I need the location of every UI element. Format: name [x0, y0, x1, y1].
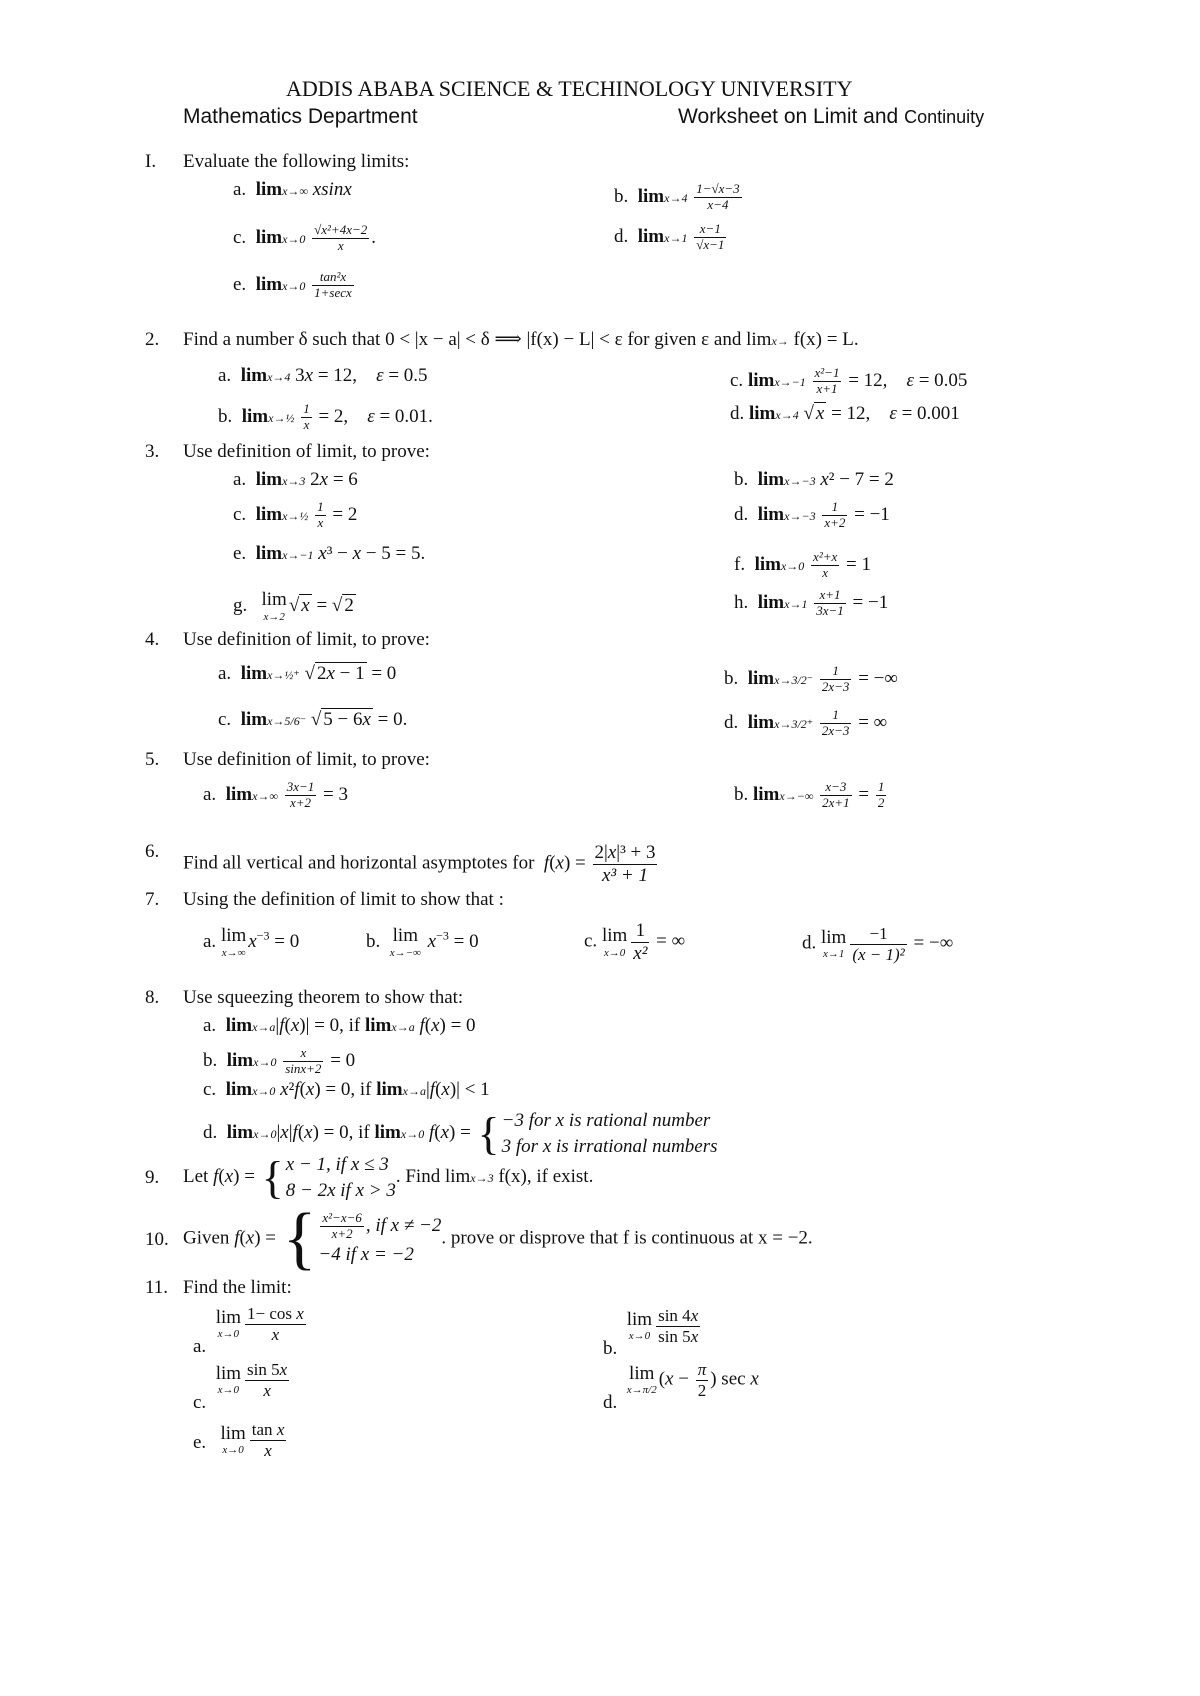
- q3-c: c. limx→½ $\frac{1}{x}$ = 2: [233, 499, 358, 530]
- q6-number: 6.: [145, 841, 160, 862]
- q3-e: e. limx→−1 x³ − x − 5 = 5.: [233, 543, 426, 564]
- q8-a: a. limx→a|f(x)| = 0, if limx→a f(x) = 0: [203, 1015, 476, 1036]
- q2-d: d. limx→4 √ x = 12, ε = 0.001: [730, 403, 960, 424]
- q7-a: a. lim x→∞ $x^{-3} = 0$: [203, 925, 300, 959]
- q7-b: b. lim x→−∞ $x^{-3} = 0$: [366, 925, 479, 959]
- q3-f: f. limx→0 $\frac{\text{x²+x}}{x}$ = 1: [734, 549, 871, 580]
- q4-number: 4.: [145, 629, 160, 650]
- q11-e: e. lim x→0 $\frac{\text{tan x}}{x}$: [193, 1420, 285, 1460]
- q4-d: d. limx→3/2⁺ $\frac{1}{2x-3}$ = ∞: [724, 707, 888, 738]
- q3-h: h. limx→1 $\frac{x+1}{3x-1}$ = −1: [734, 587, 889, 618]
- q1-d: d. limx→1 $\frac{x-1}{√x-1}$: [614, 221, 725, 252]
- q1-number: I.: [145, 151, 157, 172]
- department-label: Mathematics Department: [183, 105, 418, 128]
- q11-a: a. lim x→0 $\frac{\text{1− cos x}}{x}$: [193, 1304, 304, 1358]
- worksheet-title: Worksheet on Limit and Continuity: [678, 105, 985, 128]
- q8-d: d. limx→0|x|f(x) = 0, if limx→0 f(x) = { −3 for x is rational number 3 for x is irrational numbers: [203, 1107, 718, 1159]
- q3-number: 3.: [145, 441, 160, 462]
- q8-b: b. limx→0 $\frac{x}{\sin x+2}$ = 0: [203, 1045, 356, 1076]
- q7-c: c. lim x→0 $\frac{1}{\text{x²}}$ = ∞: [584, 920, 686, 964]
- q3-a: a. limx→3 2x = 6: [233, 469, 358, 490]
- q2-text: Find a number δ such that 0 < |x − a| < δ ⟹ |f(x) − L| < ε for given ε and limx→ f(x) = L.: [183, 329, 859, 350]
- q3-text: Use definition of limit, to prove:: [183, 441, 430, 462]
- q11-b: b. lim x→0 $\frac{\sin 4x}{\sin 5x}$: [603, 1306, 699, 1360]
- q4-text: Use definition of limit, to prove:: [183, 629, 430, 650]
- q7-text: Using the definition of limit to show that :: [183, 889, 504, 910]
- q1-text: Evaluate the following limits:: [183, 151, 410, 172]
- q8-c: c. limx→0 x²f(x) = 0, if limx→a|f(x)| < 1: [203, 1079, 490, 1100]
- q5-text: Use definition of limit, to prove:: [183, 749, 430, 770]
- q1-a: a. limx→∞ xsinx: [233, 179, 352, 200]
- q8-number: 8.: [145, 987, 160, 1008]
- q2-number: 2.: [145, 329, 160, 350]
- q5-a: a. limx→∞ $\frac{3x-1}{x+2}$ = 3: [203, 779, 348, 810]
- q2-c: c. limx→−1 $\frac{\text{x²−1}}{x+1}$ = 12, ε = 0.05: [730, 365, 968, 396]
- q1-b: b. limx→4 $\frac{1-√x-3}{x-4}$: [614, 181, 740, 212]
- q7-d: d. lim x→1 $\frac{-1}{\text{(x − 1)²}}$ = −∞: [802, 924, 954, 964]
- q9-number: 9.: [145, 1167, 160, 1188]
- q5-number: 5.: [145, 749, 160, 770]
- q9-text: Let f(x) = { x − 1, if x ≤ 3 8 − 2x if x > 3 . Find limx→3 f(x), if exist.: [183, 1151, 594, 1203]
- q1-c: c. limx→0 $\frac{\text{√x²+4x−2}}{x}$ .: [233, 222, 377, 253]
- q11-d: d. lim x→π/2 (x − $\frac{\pi}{2}$ ) sec x: [603, 1360, 759, 1414]
- university-title: ADDIS ABABA SCIENCE & TECHINOLOGY UNIVERSITY: [286, 76, 853, 101]
- q3-d: d. limx→−3 $\frac{1}{x+2}$ = −1: [734, 499, 890, 530]
- q6-text: Find all vertical and horizontal asymptotes for f(x) = $\frac{\text{2|x|³ + 3}}{\text{x³ + 1}}$: [183, 842, 656, 886]
- q4-b: b. limx→3/2⁻ $\frac{1}{2x-3}$ = −∞: [724, 663, 898, 694]
- q11-number: 11.: [145, 1277, 169, 1298]
- q7-number: 7.: [145, 889, 160, 910]
- q4-c: c. limx→5/6⁻ √ 5 − 6x = 0.: [218, 709, 408, 730]
- q5-b: b. limx→−∞ $\frac{x-3}{2x+1}$ = $\frac{1}{2}$: [734, 779, 885, 810]
- q11-text: Find the limit:: [183, 1277, 292, 1298]
- q2-a: a. limx→4 3x = 12, ε = 0.5: [218, 365, 428, 386]
- q3-b: b. limx→−3 x² − 7 = 2: [734, 469, 894, 490]
- q11-c: c. lim x→0 $\frac{\sin 5x}{x}$: [193, 1360, 288, 1414]
- q10-number: 10.: [145, 1229, 169, 1250]
- q2-b: b. limx→½ $\frac{1}{x}$ = 2, ε = 0.01.: [218, 401, 433, 432]
- q10-text: Given f(x) = { $\frac{\text{x²−x−6}}{x+2}$ , if x ≠ −2 −4 if x = −2 . prove or disprove that f is continuous at x = −2.: [183, 1200, 813, 1277]
- q3-g: g. lim x→2 √ x = √ 2: [233, 589, 354, 623]
- q1-e: e. limx→0 tan²x 1+secx: [233, 269, 352, 300]
- q8-text: Use squeezing theorem to show that:: [183, 987, 464, 1008]
- q4-a: a. limx→½⁺ √ 2x − 1 = 0: [218, 663, 397, 684]
